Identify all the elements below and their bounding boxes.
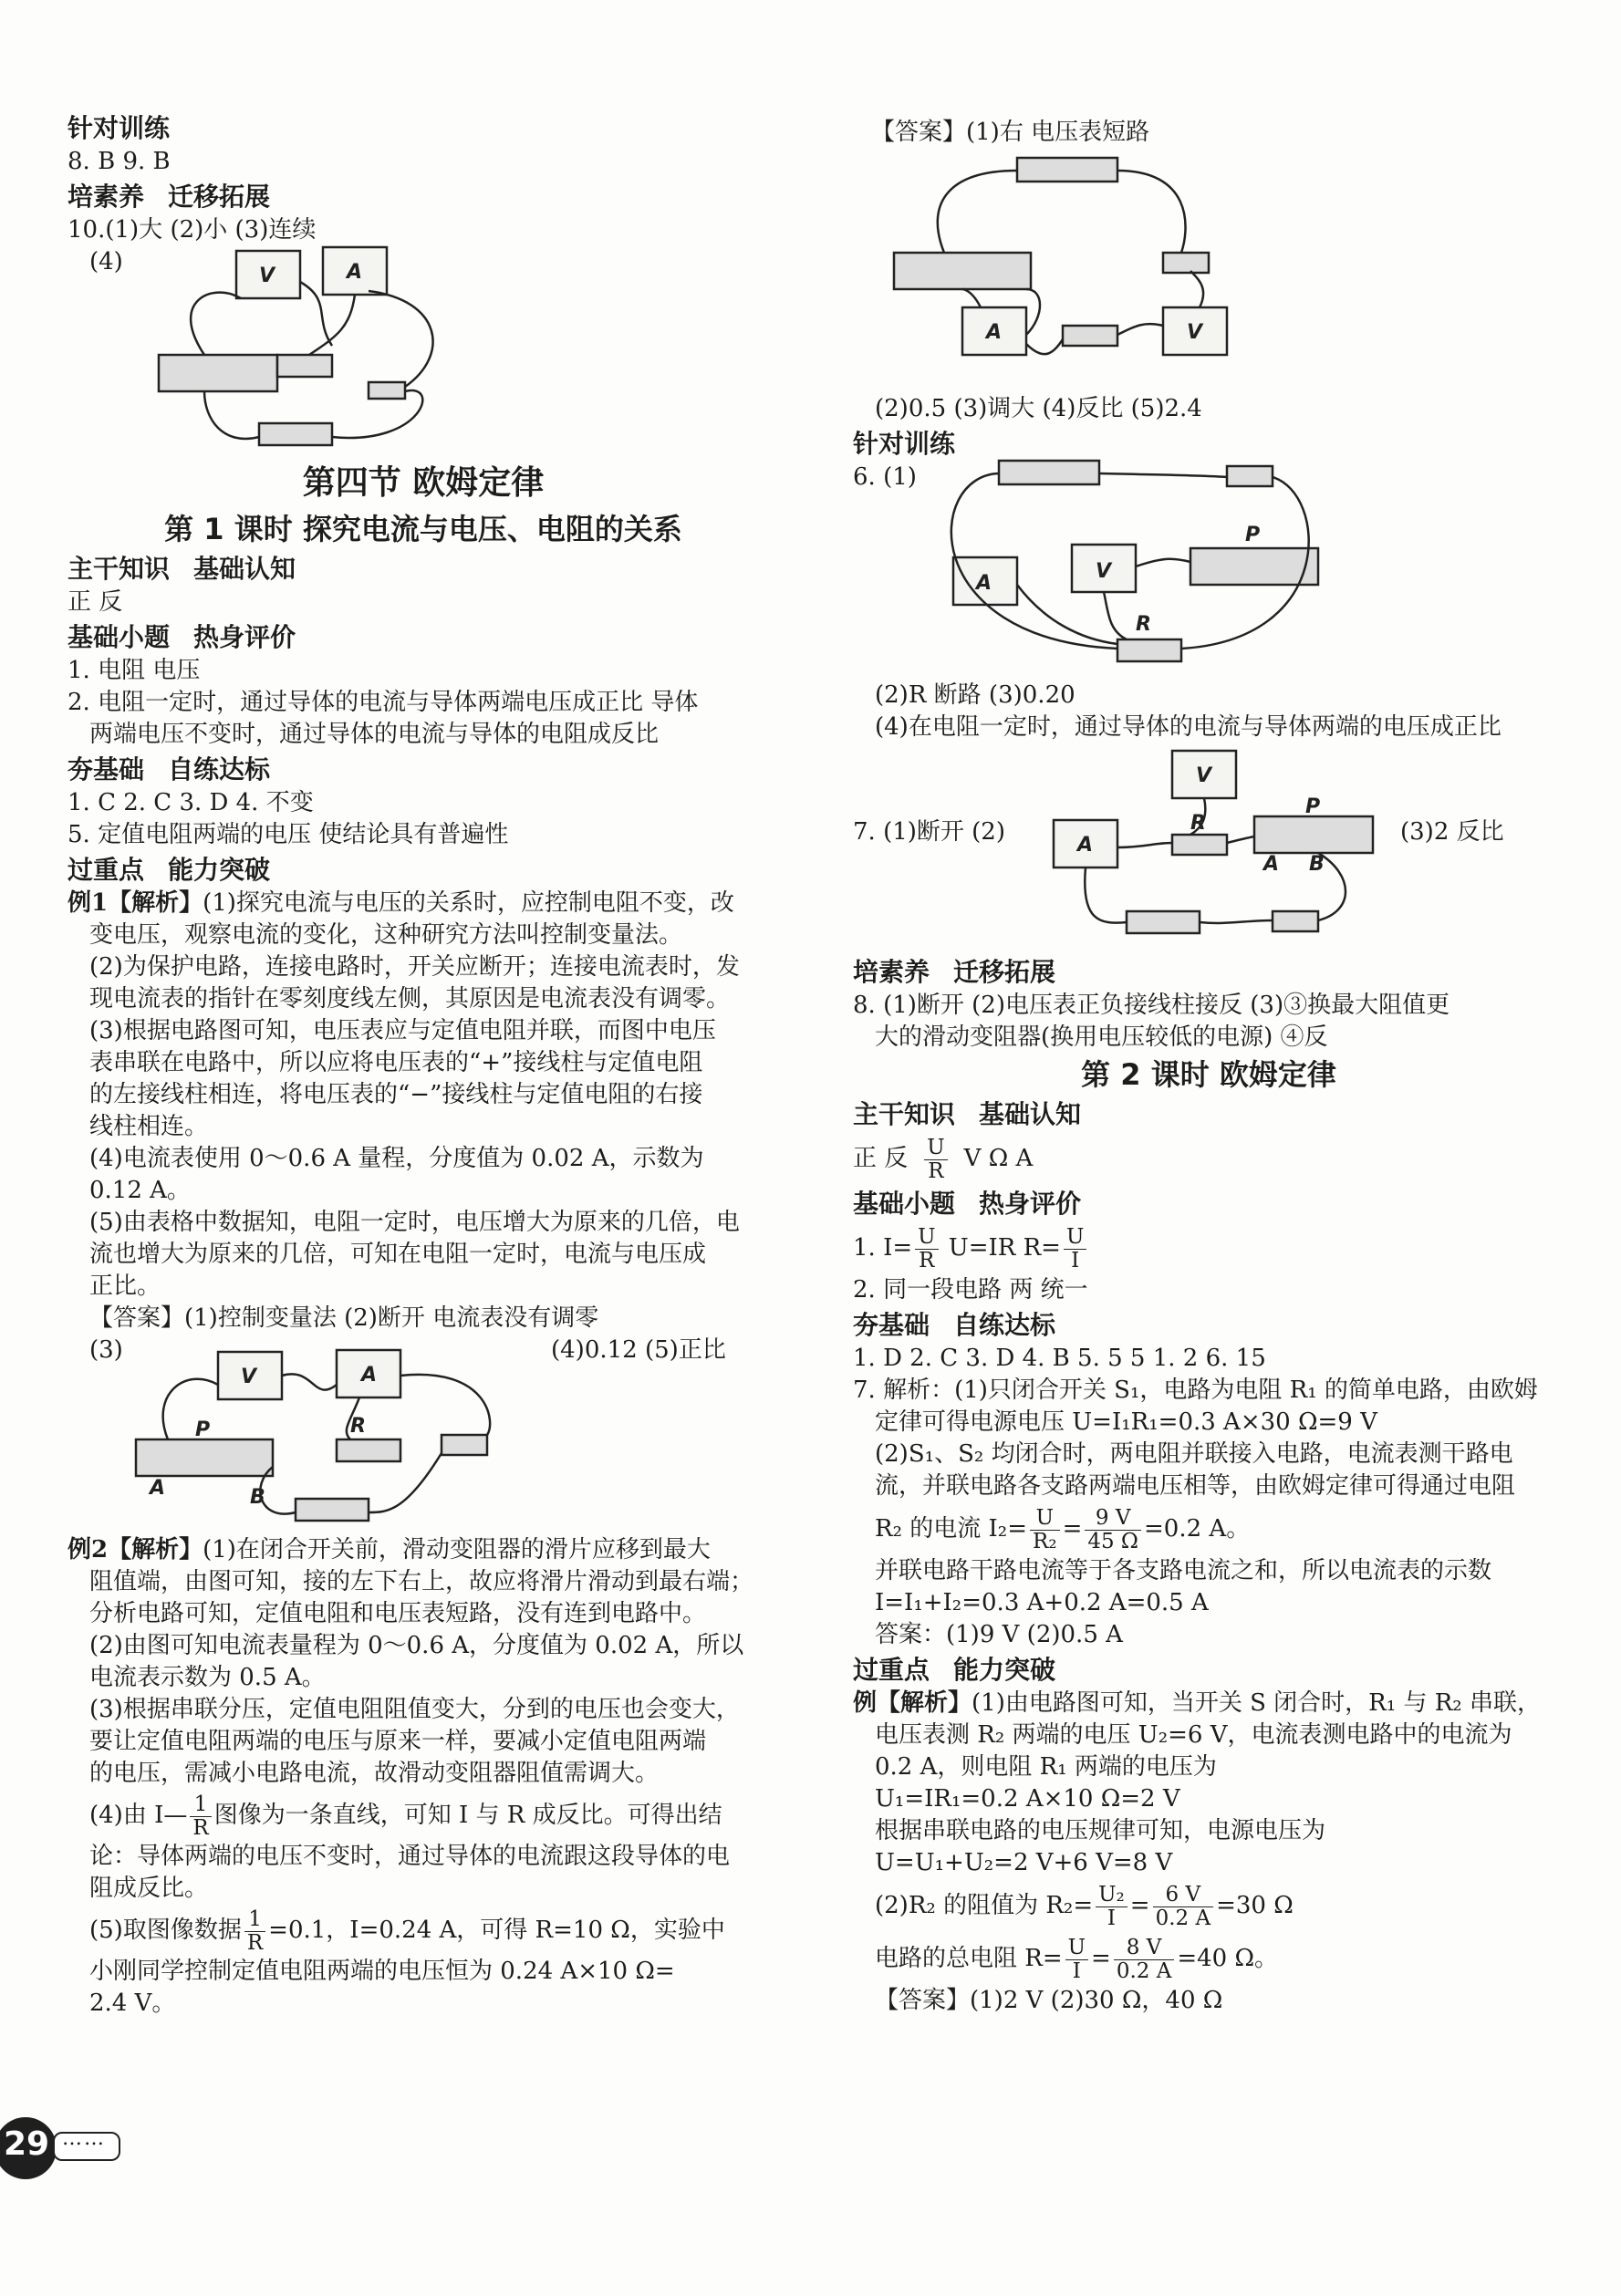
svg-text:V: V bbox=[1187, 321, 1203, 344]
heading-targeted-training: 针对训练 bbox=[68, 113, 171, 143]
analysis-line: 电路的总电阻 R= $\frac{U}{I}$ = $\frac{8 V}{0.2 A}$ =40 Ω。 bbox=[875, 1935, 1279, 1983]
svg-text:B: B bbox=[250, 1486, 265, 1509]
svg-text:A: A bbox=[347, 261, 363, 284]
answer-line: (4)在电阻一定时，通过导体的电流与导体两端的电压成正比 bbox=[875, 713, 1502, 741]
analysis-line: (4)电流表使用 0～0.6 A 量程，分度值为 0.02 A，示数为 bbox=[89, 1145, 704, 1172]
answer-line: 两端电压不变时，通过导体的电流与导体的电阻成反比 bbox=[89, 721, 660, 748]
example-analysis: 例【解析】(1)由电路图可知，当开关 S 闭合时，R₁ 与 R₂ 串联， bbox=[853, 1689, 1541, 1717]
heading-foundation: 夯基础 自练达标 bbox=[68, 754, 271, 784]
svg-text:R: R bbox=[1190, 812, 1206, 835]
analysis-line: 2.4 V。 bbox=[89, 1990, 176, 2017]
page-number: 29 bbox=[4, 2125, 50, 2163]
analysis-line: 并联电路干路电流等于各支路电流之和，所以电流表的示数 bbox=[875, 1557, 1492, 1584]
left-column bbox=[68, 109, 779, 2020]
analysis-line: (3)根据电路图可知，电压表应与定值电阻并联，而图中电压 bbox=[89, 1017, 716, 1044]
analysis-line: 定律可得电源电压 U=I₁R₁=0.3 A×30 Ω=9 V bbox=[875, 1408, 1377, 1436]
heading-basic-questions: 基础小题 热身评价 bbox=[68, 622, 296, 652]
answer-line: (2)0.5 (3)调大 (4)反比 (5)2.4 bbox=[875, 395, 1202, 422]
analysis-line: 0.2 A，则电阻 R₁ 两端的电压为 bbox=[875, 1753, 1217, 1781]
svg-text:P: P bbox=[195, 1418, 211, 1441]
answer-line: 正 反 $\frac{U}{R}$ V Ω A bbox=[853, 1135, 1034, 1183]
analysis-line: 小刚同学控制定值电阻两端的电压恒为 0.24 A×10 Ω= bbox=[89, 1958, 675, 1985]
analysis-line: 根据串联电路的电压规律可知，电源电压为 bbox=[875, 1817, 1326, 1844]
analysis-line: (2)R₂ 的阻值为 R₂= $\frac{\text{U₂}}{I}$ = $\frac{6 V}{0.2 A}$ =30 Ω bbox=[875, 1882, 1294, 1930]
answer-line: 6. (1) bbox=[853, 463, 917, 491]
analysis-line: R₂ 的电流 I₂= $\frac{U}{\text{R₂}}$ = $\frac{9 V}{45 \Omega}$ =0.2 A。 bbox=[875, 1505, 1251, 1553]
lesson-title: 第 1 课时 探究电流与电压、电阻的关系 bbox=[164, 512, 682, 546]
heading-key-points: 过重点 能力突破 bbox=[853, 1655, 1056, 1685]
analysis-line: 分析电路可知，定值电阻和电压表短路，没有连到电路中。 bbox=[89, 1600, 707, 1627]
analysis-line: U=U₁+U₂=2 V+6 V=8 V bbox=[875, 1849, 1173, 1876]
heading-main-knowledge: 主干知识 基础认知 bbox=[853, 1099, 1082, 1129]
svg-text:B: B bbox=[1309, 853, 1325, 876]
heading-cultivate: 培素养 迁移拓展 bbox=[68, 182, 271, 212]
circuit-diagram-q7 bbox=[1044, 747, 1391, 957]
analysis-line: 要让定值电阻两端的电压与原来一样，要减小定值电阻两端 bbox=[89, 1728, 707, 1755]
answer-line: 2. 电阻一定时，通过导体的电流与导体两端电压成正比 导体 bbox=[68, 689, 699, 716]
svg-text:A: A bbox=[361, 1364, 378, 1387]
right-column bbox=[853, 117, 1564, 2017]
analysis-line: 正比。 bbox=[89, 1273, 161, 1300]
circuit-diagram-q6 bbox=[926, 457, 1327, 676]
circuit-diagram-example1 bbox=[131, 1348, 533, 1531]
svg-text:A: A bbox=[986, 321, 1003, 344]
answer-line: 2. 同一段电路 两 统一 bbox=[853, 1276, 1088, 1304]
analysis-line: 电流表示数为 0.5 A。 bbox=[89, 1664, 326, 1691]
heading-targeted-training: 针对训练 bbox=[853, 429, 956, 459]
page-tab-dots: …… bbox=[62, 2127, 106, 2150]
analysis-line: 现电流表的指针在零刻度线左侧，其原因是电流表没有调零。 bbox=[89, 985, 731, 1013]
analysis-line: (5)取图像数据 $\frac{1}{R}$ =0.1，I=0.24 A，可得 R=10 Ω，实验中 bbox=[89, 1906, 725, 1955]
svg-text:V: V bbox=[1096, 560, 1112, 583]
example-2-analysis: 例2【解析】(1)在闭合开关前，滑动变阻器的滑片应移到最大 bbox=[68, 1536, 711, 1564]
svg-text:R: R bbox=[1136, 613, 1151, 636]
analysis-line: 流也增大为原来的几倍，可知在电阻一定时，电流与电压成 bbox=[89, 1241, 707, 1268]
svg-text:A: A bbox=[976, 572, 992, 595]
heading-key-points: 过重点 能力突破 bbox=[68, 855, 271, 885]
answer-line: (4) bbox=[89, 248, 123, 275]
analysis-line: (4)由 I— $\frac{1}{R}$ 图像为一条直线，可知 I 与 R 成反比。可得出结 bbox=[89, 1792, 722, 1840]
answer-line: 【答案】(1)2 V (2)30 Ω，40 Ω bbox=[875, 1987, 1223, 2014]
answer-line: (2)R 断路 (3)0.20 bbox=[875, 681, 1075, 709]
heading-foundation: 夯基础 自练达标 bbox=[853, 1310, 1056, 1340]
answer-line: 【答案】(1)控制变量法 (2)断开 电流表没有调零 bbox=[89, 1304, 599, 1332]
circuit-diagram-q10 bbox=[150, 245, 478, 455]
analysis-line: 0.12 A。 bbox=[89, 1177, 191, 1204]
analysis-line: 变电压，观察电流的变化，这种研究方法叫控制变量法。 bbox=[89, 921, 683, 949]
analysis-line: 的电压，需减小电路电流，故滑动变阻器阻值需调大。 bbox=[89, 1760, 660, 1787]
answer-line: 1. 电阻 电压 bbox=[68, 657, 201, 684]
analysis-line: 7. 解析：(1)只闭合开关 S₁，电路为电阻 R₁ 的简单电路，由欧姆 bbox=[853, 1377, 1538, 1404]
analysis-line: (5)由表格中数据知，电阻一定时，电压增大为原来的几倍，电 bbox=[89, 1209, 740, 1236]
example-1-analysis: 例1【解析】(1)探究电流与电压的关系时，应控制电阻不变，改 bbox=[68, 889, 734, 917]
svg-text:P: P bbox=[1245, 524, 1261, 546]
svg-text:A: A bbox=[1263, 853, 1280, 876]
answer-line: 1. I= $\frac{U}{R}$ U=IR R= $\frac{U}{I}$ bbox=[853, 1221, 1564, 1274]
svg-text:A: A bbox=[1077, 834, 1094, 857]
section-title: 第四节 欧姆定律 bbox=[302, 464, 545, 502]
svg-text:V: V bbox=[1196, 764, 1212, 787]
circuit-diagram-answer bbox=[889, 152, 1254, 390]
lesson-title: 第 2 课时 欧姆定律 bbox=[1081, 1057, 1336, 1092]
heading-main-knowledge: 主干知识 基础认知 bbox=[68, 554, 296, 584]
answer-line: 大的滑动变阻器(换用电压较低的电源) ④反 bbox=[875, 1023, 1328, 1051]
answer-line: 8. B 9. B bbox=[68, 148, 171, 175]
answer-line: 答案：(1)9 V (2)0.5 A bbox=[875, 1621, 1123, 1648]
heading-basic-questions: 基础小题 热身评价 bbox=[853, 1189, 1082, 1219]
analysis-line: (3)根据串联分压，定值电阻阻值变大，分到的电压也会变大， bbox=[89, 1696, 740, 1723]
analysis-line: 电压表测 R₂ 两端的电压 U₂=6 V，电流表测电路中的电流为 bbox=[875, 1721, 1512, 1749]
analysis-line: 的左接线柱相连，将电压表的“−”接线柱与定值电阻的右接 bbox=[89, 1081, 703, 1108]
answer-line: 10.(1)大 (2)小 (3)连续 bbox=[68, 216, 317, 244]
analysis-line: (2)S₁、S₂ 均闭合时，两电阻并联接入电路，电流表测干路电 bbox=[875, 1440, 1513, 1468]
analysis-line: 流，并联电路各支路两端电压相等，由欧姆定律可得通过电阻 bbox=[875, 1472, 1516, 1500]
analysis-line: (2)由图可知电流表量程为 0～0.6 A，分度值为 0.02 A，所以 bbox=[89, 1632, 744, 1659]
analysis-line: 表串联在电路中，所以应将电压表的“+”接线柱与定值电阻 bbox=[89, 1049, 703, 1076]
analysis-line: (2)为保护电路，连接电路时，开关应断开；连接电流表时，发 bbox=[89, 953, 740, 981]
analysis-line: 阻值端，由图可知，接的左下右上，故应将滑片滑动到最右端； bbox=[89, 1568, 754, 1595]
answer-line: 5. 定值电阻两端的电压 使结论具有普遍性 bbox=[68, 821, 509, 848]
svg-text:A: A bbox=[150, 1477, 166, 1500]
answer-line: 1. C 2. C 3. D 4. 不变 bbox=[68, 789, 314, 816]
analysis-line: I=I₁+I₂=0.3 A+0.2 A=0.5 A bbox=[875, 1589, 1209, 1616]
answer-line: 【答案】(1)右 电压表短路 bbox=[871, 119, 1150, 146]
answer-line: 8. (1)断开 (2)电压表正负接线柱接反 (3)③换最大阻值更 bbox=[853, 992, 1450, 1019]
heading-cultivate: 培素养 迁移拓展 bbox=[853, 957, 1056, 987]
answer-line: 1. D 2. C 3. D 4. B 5. 5 5 1. 2 6. 15 bbox=[853, 1345, 1266, 1372]
analysis-line: 线柱相连。 bbox=[89, 1113, 209, 1140]
q7-row: 7. (1)断开 (2) V A P R A B (3)2 反比 bbox=[853, 743, 1564, 953]
svg-text:P: P bbox=[1305, 795, 1321, 818]
svg-text:V: V bbox=[259, 265, 275, 287]
analysis-line: 阻成反比。 bbox=[89, 1875, 209, 1902]
analysis-line: 论：导体两端的电压不变时，通过导体的电流跟这段导体的电 bbox=[89, 1843, 731, 1870]
answer-line: 正 反 bbox=[68, 588, 123, 616]
analysis-line: U₁=IR₁=0.2 A×10 Ω=2 V bbox=[875, 1785, 1180, 1813]
answer-line: (3) (4)0.12 (5)正比 bbox=[89, 1336, 726, 1364]
svg-text:R: R bbox=[350, 1415, 366, 1438]
svg-text:V: V bbox=[241, 1366, 257, 1388]
